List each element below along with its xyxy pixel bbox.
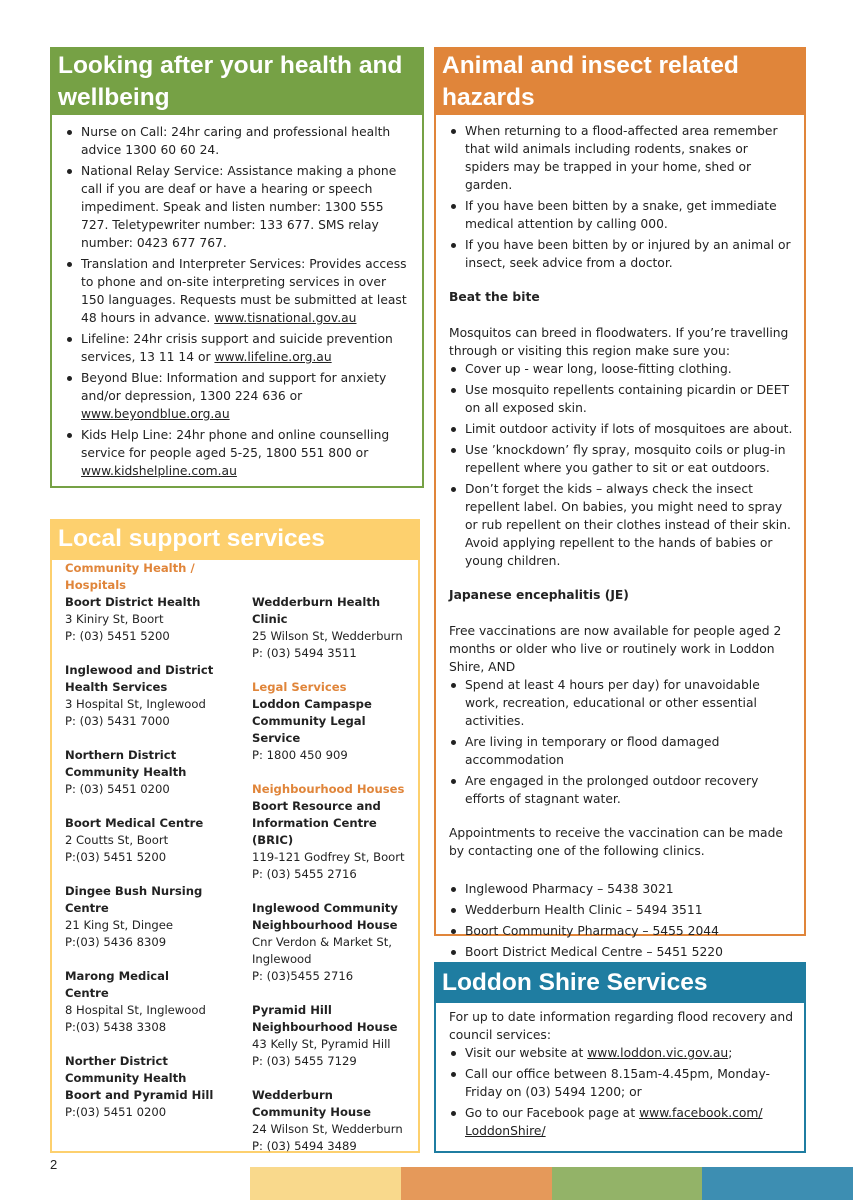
service-entry-name: Boort District Health bbox=[65, 595, 201, 609]
service-entry bbox=[65, 1053, 245, 1121]
health-list bbox=[65, 123, 408, 483]
footer-bar-tan bbox=[250, 1167, 401, 1200]
appointments-text: Appointments to receive the vaccination can be made by contacting one of the following clinics. bbox=[449, 826, 783, 858]
beat-bite-list bbox=[449, 360, 794, 570]
animal-list-item: If you have been bitten by or injured by an animal or insect, seek advice from a doctor. bbox=[449, 236, 794, 272]
health-section bbox=[50, 47, 424, 488]
beyondblue-link[interactable]: www.beyondblue.org.au bbox=[81, 407, 230, 421]
service-entry-detail: P: (03) 5451 0200 bbox=[65, 782, 170, 796]
clinic-item: Boort District Medical Centre – 5451 5220 bbox=[449, 943, 794, 961]
service-entry bbox=[65, 662, 245, 730]
service-entry-name: Northern District Community Health bbox=[65, 748, 187, 779]
clinic-list bbox=[449, 880, 794, 961]
service-entry bbox=[65, 815, 245, 866]
service-entry-name: Boort Medical Centre bbox=[65, 816, 204, 830]
service-entry bbox=[252, 594, 418, 662]
beat-bite-item: Don’t forget the kids – always check the insect repellent label. On babies, you might need to spray or rub repellent on their clothes instead of their skin. Avoid applying repellent to the hands of babies or young children. bbox=[449, 480, 794, 570]
footer-bar-orange bbox=[401, 1167, 552, 1200]
kidshelpline-link[interactable]: www.kidshelpline.com.au bbox=[81, 464, 237, 478]
legal-heading: Legal Services bbox=[252, 680, 347, 694]
service-entry-detail: P:(03) 5438 3308 bbox=[65, 1020, 167, 1034]
tis-link[interactable]: www.tisnational.gov.au bbox=[214, 311, 357, 325]
clinic-item: Inglewood Pharmacy – 5438 3021 bbox=[449, 880, 794, 898]
service-entry-name: Wedderburn Health Clinic bbox=[252, 595, 381, 626]
loddon-title: Loddon Shire Services bbox=[434, 962, 806, 1003]
loddon-item-facebook: Go to our Facebook page at www.facebook.com/ LoddonShire/ bbox=[449, 1104, 794, 1140]
service-entry-detail: P: (03) 5431 7000 bbox=[65, 714, 170, 728]
footer-color-bar bbox=[250, 1167, 853, 1200]
service-entry bbox=[65, 968, 245, 1036]
service-entry-detail: P:(03) 5436 8309 bbox=[65, 935, 167, 949]
clinic-item: Wedderburn Health Clinic – 5494 3511 bbox=[449, 901, 794, 919]
je-intro: Free vaccinations are now available for people aged 2 months or older who live or routinely work in Loddon Shire, AND bbox=[449, 624, 782, 674]
beat-bite-item: Cover up - wear long, loose-fitting clothing. bbox=[449, 360, 794, 378]
neighbourhood-entry-detail: 43 Kelly St, Pyramid Hill bbox=[252, 1037, 391, 1051]
loddon-list bbox=[449, 1044, 794, 1140]
beat-bite-intro: Mosquitos can breed in floodwaters. If you’re travelling through or visiting this region make sure you: bbox=[449, 326, 789, 358]
loddon-item-call: Call our office between 8.15am-4.45pm, Monday-Friday on (03) 5494 1200; or bbox=[449, 1065, 794, 1101]
legal-entry-name: Loddon Campaspe Community Legal Service bbox=[252, 697, 372, 745]
service-entry-detail: P:(03) 5451 0200 bbox=[65, 1105, 167, 1119]
legal-entry bbox=[252, 696, 418, 764]
local-section bbox=[50, 519, 420, 1153]
service-entry bbox=[65, 883, 245, 951]
service-entry-name: Norther District Community Health Boort and Pyramid Hill bbox=[65, 1054, 214, 1102]
health-item-nurse: Nurse on Call: 24hr caring and professional health advice 1300 60 60 24. bbox=[65, 123, 408, 159]
health-item-kidshelpline: Kids Help Line: 24hr phone and online counselling service for people aged 5-25, 1800 551 800 or www.kidshelpline.com.au bbox=[65, 426, 408, 480]
je-item: Are living in temporary or flood damaged accommodation bbox=[449, 733, 794, 769]
health-item-lifeline: Lifeline: 24hr crisis support and suicide prevention services, 13 11 14 or www.lifeline.org.au bbox=[65, 330, 408, 366]
local-left-column bbox=[65, 560, 245, 1138]
neighbourhood-entry-detail: P: (03) 5494 3489 bbox=[252, 1139, 357, 1153]
service-entry-name: Inglewood and District Health Services bbox=[65, 663, 214, 694]
neighbourhood-entry-detail: P: (03) 5455 2716 bbox=[252, 867, 357, 881]
service-entry-detail: 8 Hospital St, Inglewood bbox=[65, 1003, 206, 1017]
animal-list-item: When returning to a flood-affected area remember that wild animals including rodents, snakes or spiders may be trapped in your home, shed or garden. bbox=[449, 122, 794, 194]
health-item-beyondblue: Beyond Blue: Information and support for anxiety and/or depression, 1300 224 636 or www.beyondblue.org.au bbox=[65, 369, 408, 423]
service-entry-detail: P:(03) 5451 5200 bbox=[65, 850, 167, 864]
je-item: Spend at least 4 hours per day) for unavoidable work, recreation, educational or other essential activities. bbox=[449, 676, 794, 730]
beat-bite-item: Use mosquito repellents containing picardin or DEET on all exposed skin. bbox=[449, 381, 794, 417]
footer-bar-blue bbox=[702, 1167, 853, 1200]
neighbourhood-entry-name: Wedderburn Community House bbox=[252, 1088, 371, 1119]
loddon-intro: For up to date information regarding flood recovery and council services: bbox=[449, 1010, 794, 1042]
loddon-body bbox=[449, 1008, 794, 1143]
loddon-item-website: Visit our website at www.loddon.vic.gov.au; bbox=[449, 1044, 794, 1062]
service-entry-name: Dingee Bush Nursing Centre bbox=[65, 884, 203, 915]
neighbourhood-entry-name: Boort Resource and Information Centre (BRIC) bbox=[252, 799, 381, 847]
service-entry-detail: 3 Kiniry St, Boort bbox=[65, 612, 164, 626]
neighbourhood-entry bbox=[252, 1002, 418, 1070]
lifeline-link[interactable]: www.lifeline.org.au bbox=[214, 350, 332, 364]
animal-section bbox=[434, 47, 806, 959]
neighbourhood-entry-name: Pyramid Hill Neighbourhood House bbox=[252, 1003, 398, 1034]
neighbourhood-entry-detail: P: (03) 5455 7129 bbox=[252, 1054, 357, 1068]
animal-list bbox=[449, 122, 794, 272]
loddon-facebook-link[interactable]: www.facebook.com/ LoddonShire/ bbox=[465, 1106, 763, 1138]
neighbourhood-entry-detail: Cnr Verdon & Market St, Inglewood bbox=[252, 935, 392, 966]
je-heading: Japanese encephalitis (JE) bbox=[449, 588, 629, 602]
service-entry-detail: P: (03) 5451 5200 bbox=[65, 629, 170, 643]
service-entry bbox=[65, 747, 245, 798]
local-right-column bbox=[252, 594, 418, 1172]
service-entry bbox=[65, 594, 245, 645]
neighbourhood-entry bbox=[252, 1087, 418, 1155]
beat-bite-heading: Beat the bite bbox=[449, 290, 540, 304]
je-list bbox=[449, 676, 794, 808]
health-item-tis: Translation and Interpreter Services: Provides access to phone and on-site interpreting services in over 150 languages. Requests must be submitted at least 48 hours in advance. www.tisnational.gov.au bbox=[65, 255, 408, 327]
service-entry-detail: 2 Coutts St, Boort bbox=[65, 833, 169, 847]
neighbourhood-entry bbox=[252, 900, 418, 985]
service-entry-detail: 3 Hospital St, Inglewood bbox=[65, 697, 206, 711]
health-title: Looking after your health and wellbeing bbox=[50, 47, 424, 115]
service-entry-detail: 21 King St, Dingee bbox=[65, 918, 174, 932]
beat-bite-item: Use ’knockdown’ fly spray, mosquito coils or plug-in repellent where you gather to sit or eat outdoors. bbox=[449, 441, 794, 477]
je-item: Are engaged in the prolonged outdoor recovery efforts of stagnant water. bbox=[449, 772, 794, 808]
neighbourhood-entry-detail: 24 Wilson St, Wedderburn bbox=[252, 1122, 403, 1136]
local-title: Local support services bbox=[50, 519, 420, 560]
animal-list-item: If you have been bitten by a snake, get immediate medical attention by calling 000. bbox=[449, 197, 794, 233]
footer-bar-green bbox=[552, 1167, 703, 1200]
legal-entry-detail: P: 1800 450 909 bbox=[252, 748, 348, 762]
service-entry-name: Marong Medical Centre bbox=[65, 969, 169, 1000]
neighbourhood-entry-detail: 119-121 Godfrey St, Boort bbox=[252, 850, 405, 864]
neighbourhood-entry-name: Inglewood Community Neighbourhood House bbox=[252, 901, 398, 932]
animal-body bbox=[449, 122, 794, 964]
neighbourhood-entry bbox=[252, 798, 418, 883]
neighbourhood-heading: Neighbourhood Houses bbox=[252, 782, 405, 796]
community-health-heading: Community Health / Hospitals bbox=[65, 561, 195, 592]
page-number: 2 bbox=[50, 1157, 58, 1172]
clinic-item: Boort Community Pharmacy – 5455 2044 bbox=[449, 922, 794, 940]
loddon-website-link[interactable]: www.loddon.vic.gov.au bbox=[587, 1046, 729, 1060]
neighbourhood-entry-detail: P: (03)5455 2716 bbox=[252, 969, 354, 983]
beat-bite-item: Limit outdoor activity if lots of mosquitoes are about. bbox=[449, 420, 794, 438]
loddon-section bbox=[434, 962, 806, 1153]
service-entry-detail: 25 Wilson St, Wedderburn bbox=[252, 629, 403, 643]
health-item-relay: National Relay Service: Assistance making a phone call if you are deaf or have a hearing or speech impediment. Speak and listen number: 1300 555 727. Teletypewriter number: 133 677. SMS relay number: 0423 677 767. bbox=[65, 162, 408, 252]
service-entry-detail: P: (03) 5494 3511 bbox=[252, 646, 357, 660]
animal-title: Animal and insect related hazards bbox=[434, 47, 806, 115]
